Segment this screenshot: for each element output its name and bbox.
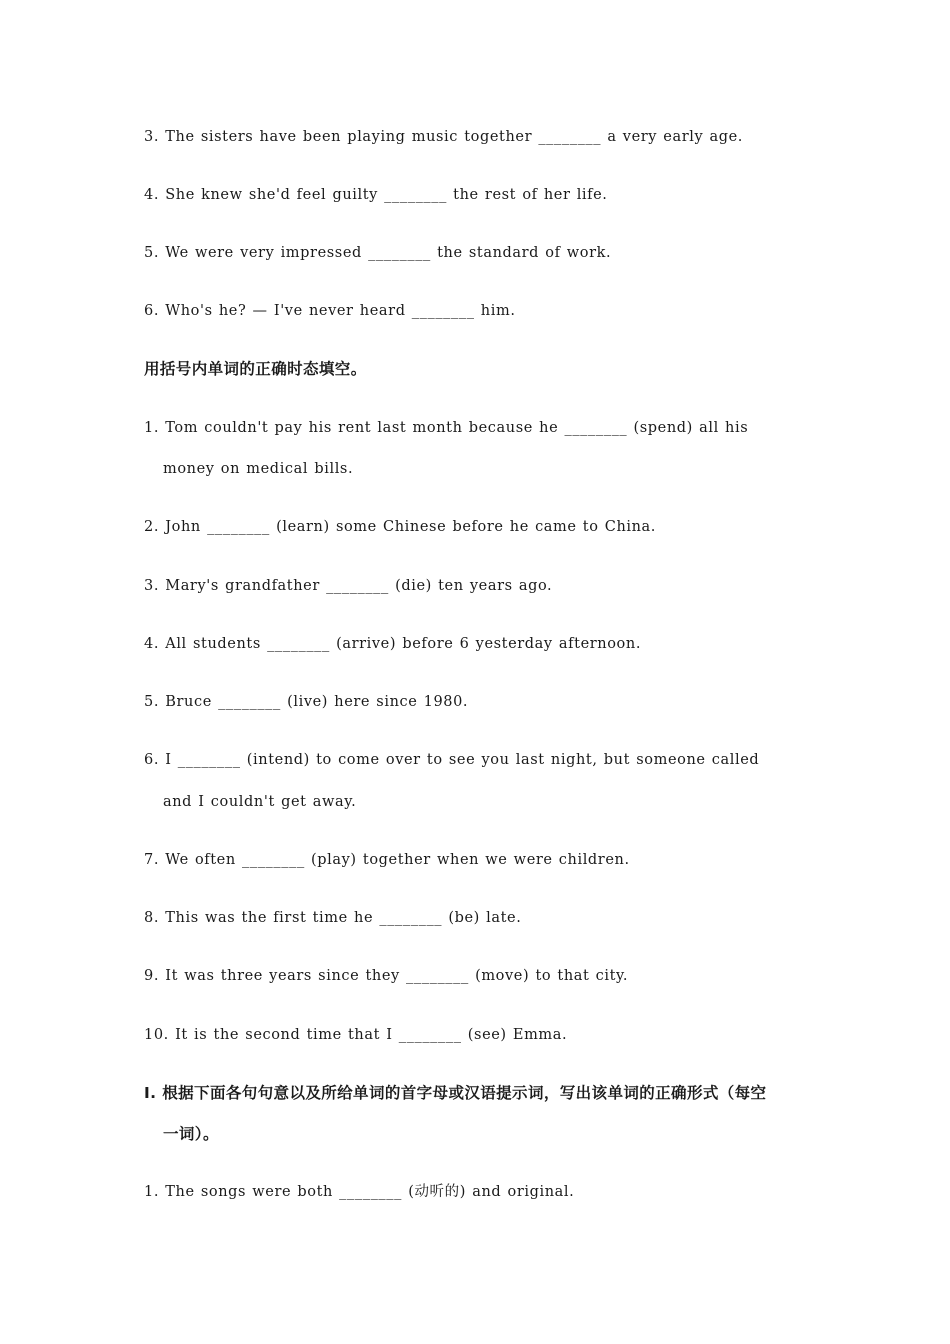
section-heading: 用括号内单词的正确时态填空。 <box>144 360 367 378</box>
section-heading: I. 根据下面各句句意以及所给单词的首字母或汉语提示词，写出该单词的正确形式（每空 <box>144 1084 767 1102</box>
exercise-item: 2. John ________ (learn) some Chinese before he came to China. <box>144 519 657 535</box>
exercise-item: 8. This was the first time he ________ (be) late. <box>144 910 522 926</box>
exercise-item-continuation: and I couldn't get away. <box>163 794 357 810</box>
exercise-item: 5. Bruce ________ (live) here since 1980. <box>144 694 469 710</box>
exercise-item: 1. The songs were both ________ (动听的) and original. <box>144 1184 575 1200</box>
exercise-item: 4. She knew she'd feel guilty ________ the rest of her life. <box>144 187 608 203</box>
exercise-item: 5. We were very impressed ________ the standard of work. <box>144 245 612 261</box>
exercise-item: 10. It is the second time that I ________ (see) Emma. <box>144 1027 568 1043</box>
exercise-item-continuation: money on medical bills. <box>163 461 354 477</box>
exercise-item: 3. Mary's grandfather ________ (die) ten years ago. <box>144 578 553 594</box>
exercise-item: 7. We often ________ (play) together when we were children. <box>144 852 630 868</box>
exercise-item: 3. The sisters have been playing music together ________ a very early age. <box>144 129 744 145</box>
exercise-item: 1. Tom couldn't pay his rent last month because he ________ (spend) all his <box>144 420 749 436</box>
exercise-item: 6. Who's he? — I've never heard ________ him. <box>144 303 516 319</box>
exercise-item: 9. It was three years since they ________ (move) to that city. <box>144 968 629 984</box>
exercise-item: 4. All students ________ (arrive) before 6 yesterday afternoon. <box>144 636 642 652</box>
section-heading-continuation: 一词）。 <box>163 1125 219 1143</box>
exercise-item: 6. I ________ (intend) to come over to see you last night, but someone called <box>144 752 760 768</box>
